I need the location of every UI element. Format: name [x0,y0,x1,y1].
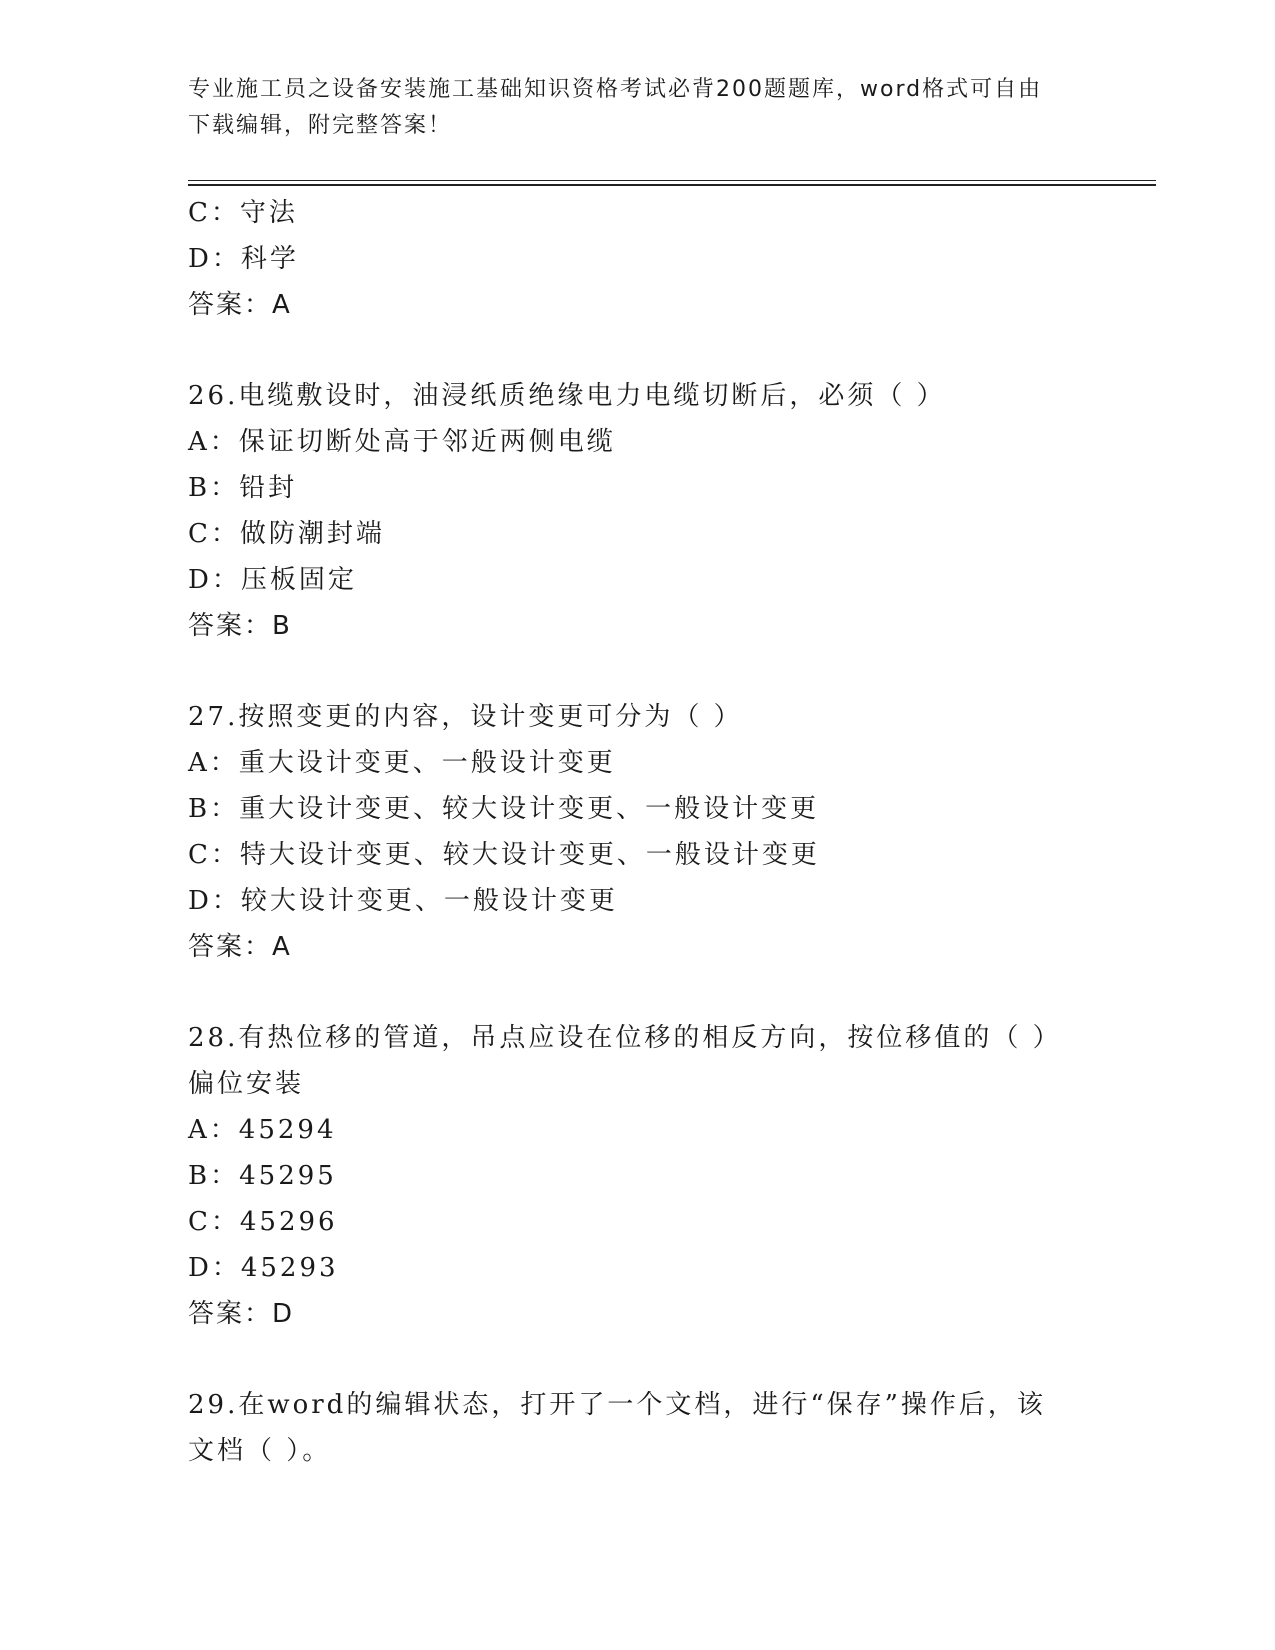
option-b: B：铅封 [188,473,298,503]
question-26 [188,373,1088,649]
question-28 [188,1015,1088,1337]
question-25-tail [188,190,1088,328]
option-a: A：45294 [188,1115,337,1145]
answer-line: 答案：B [188,611,292,641]
option-b: B：45295 [188,1161,337,1191]
answer-line: 答案：D [188,1299,295,1329]
answer-line: 答案：A [188,290,292,320]
header-rule-thin [188,180,1156,181]
option-c: C：45296 [188,1207,338,1237]
option-d: D：科学 [188,244,299,274]
option-a: A：保证切断处高于邻近两侧电缆 [188,427,616,457]
question-stem: 27.按照变更的内容，设计变更可分为（ ） [188,702,743,732]
option-d: D：45293 [188,1253,339,1283]
question-27 [188,694,1088,970]
question-list [188,190,1088,1474]
option-c: C：守法 [188,198,298,228]
question-29 [188,1382,1088,1474]
header-line-1: 专业施工员之设备安装施工基础知识资格考试必背200题题库，word格式可自由 [188,77,1043,102]
option-d: D：压板固定 [188,565,357,595]
option-d: D：较大设计变更、一般设计变更 [188,886,618,916]
question-stem: 26.电缆敷设时，油浸纸质绝缘电力电缆切断后，必须（ ） [188,381,946,411]
answer-line: 答案：A [188,932,292,962]
option-c: C：做防潮封端 [188,519,385,549]
question-stem-continued: 文档（ ）。 [188,1436,332,1466]
question-stem: 29.在word的编辑状态，打开了一个文档，进行“保存”操作后，该 [188,1390,1046,1420]
option-c: C：特大设计变更、较大设计变更、一般设计变更 [188,840,820,870]
question-stem-continued: 偏位安装 [188,1069,305,1099]
option-a: A：重大设计变更、一般设计变更 [188,748,616,778]
document-header [188,72,1088,144]
question-stem: 28.有热位移的管道，吊点应设在位移的相反方向，按位移值的（ ） [188,1023,1062,1053]
header-line-2: 下载编辑，附完整答案！ [188,113,453,138]
option-b: B：重大设计变更、较大设计变更、一般设计变更 [188,794,820,824]
header-rule-thick [188,184,1156,186]
